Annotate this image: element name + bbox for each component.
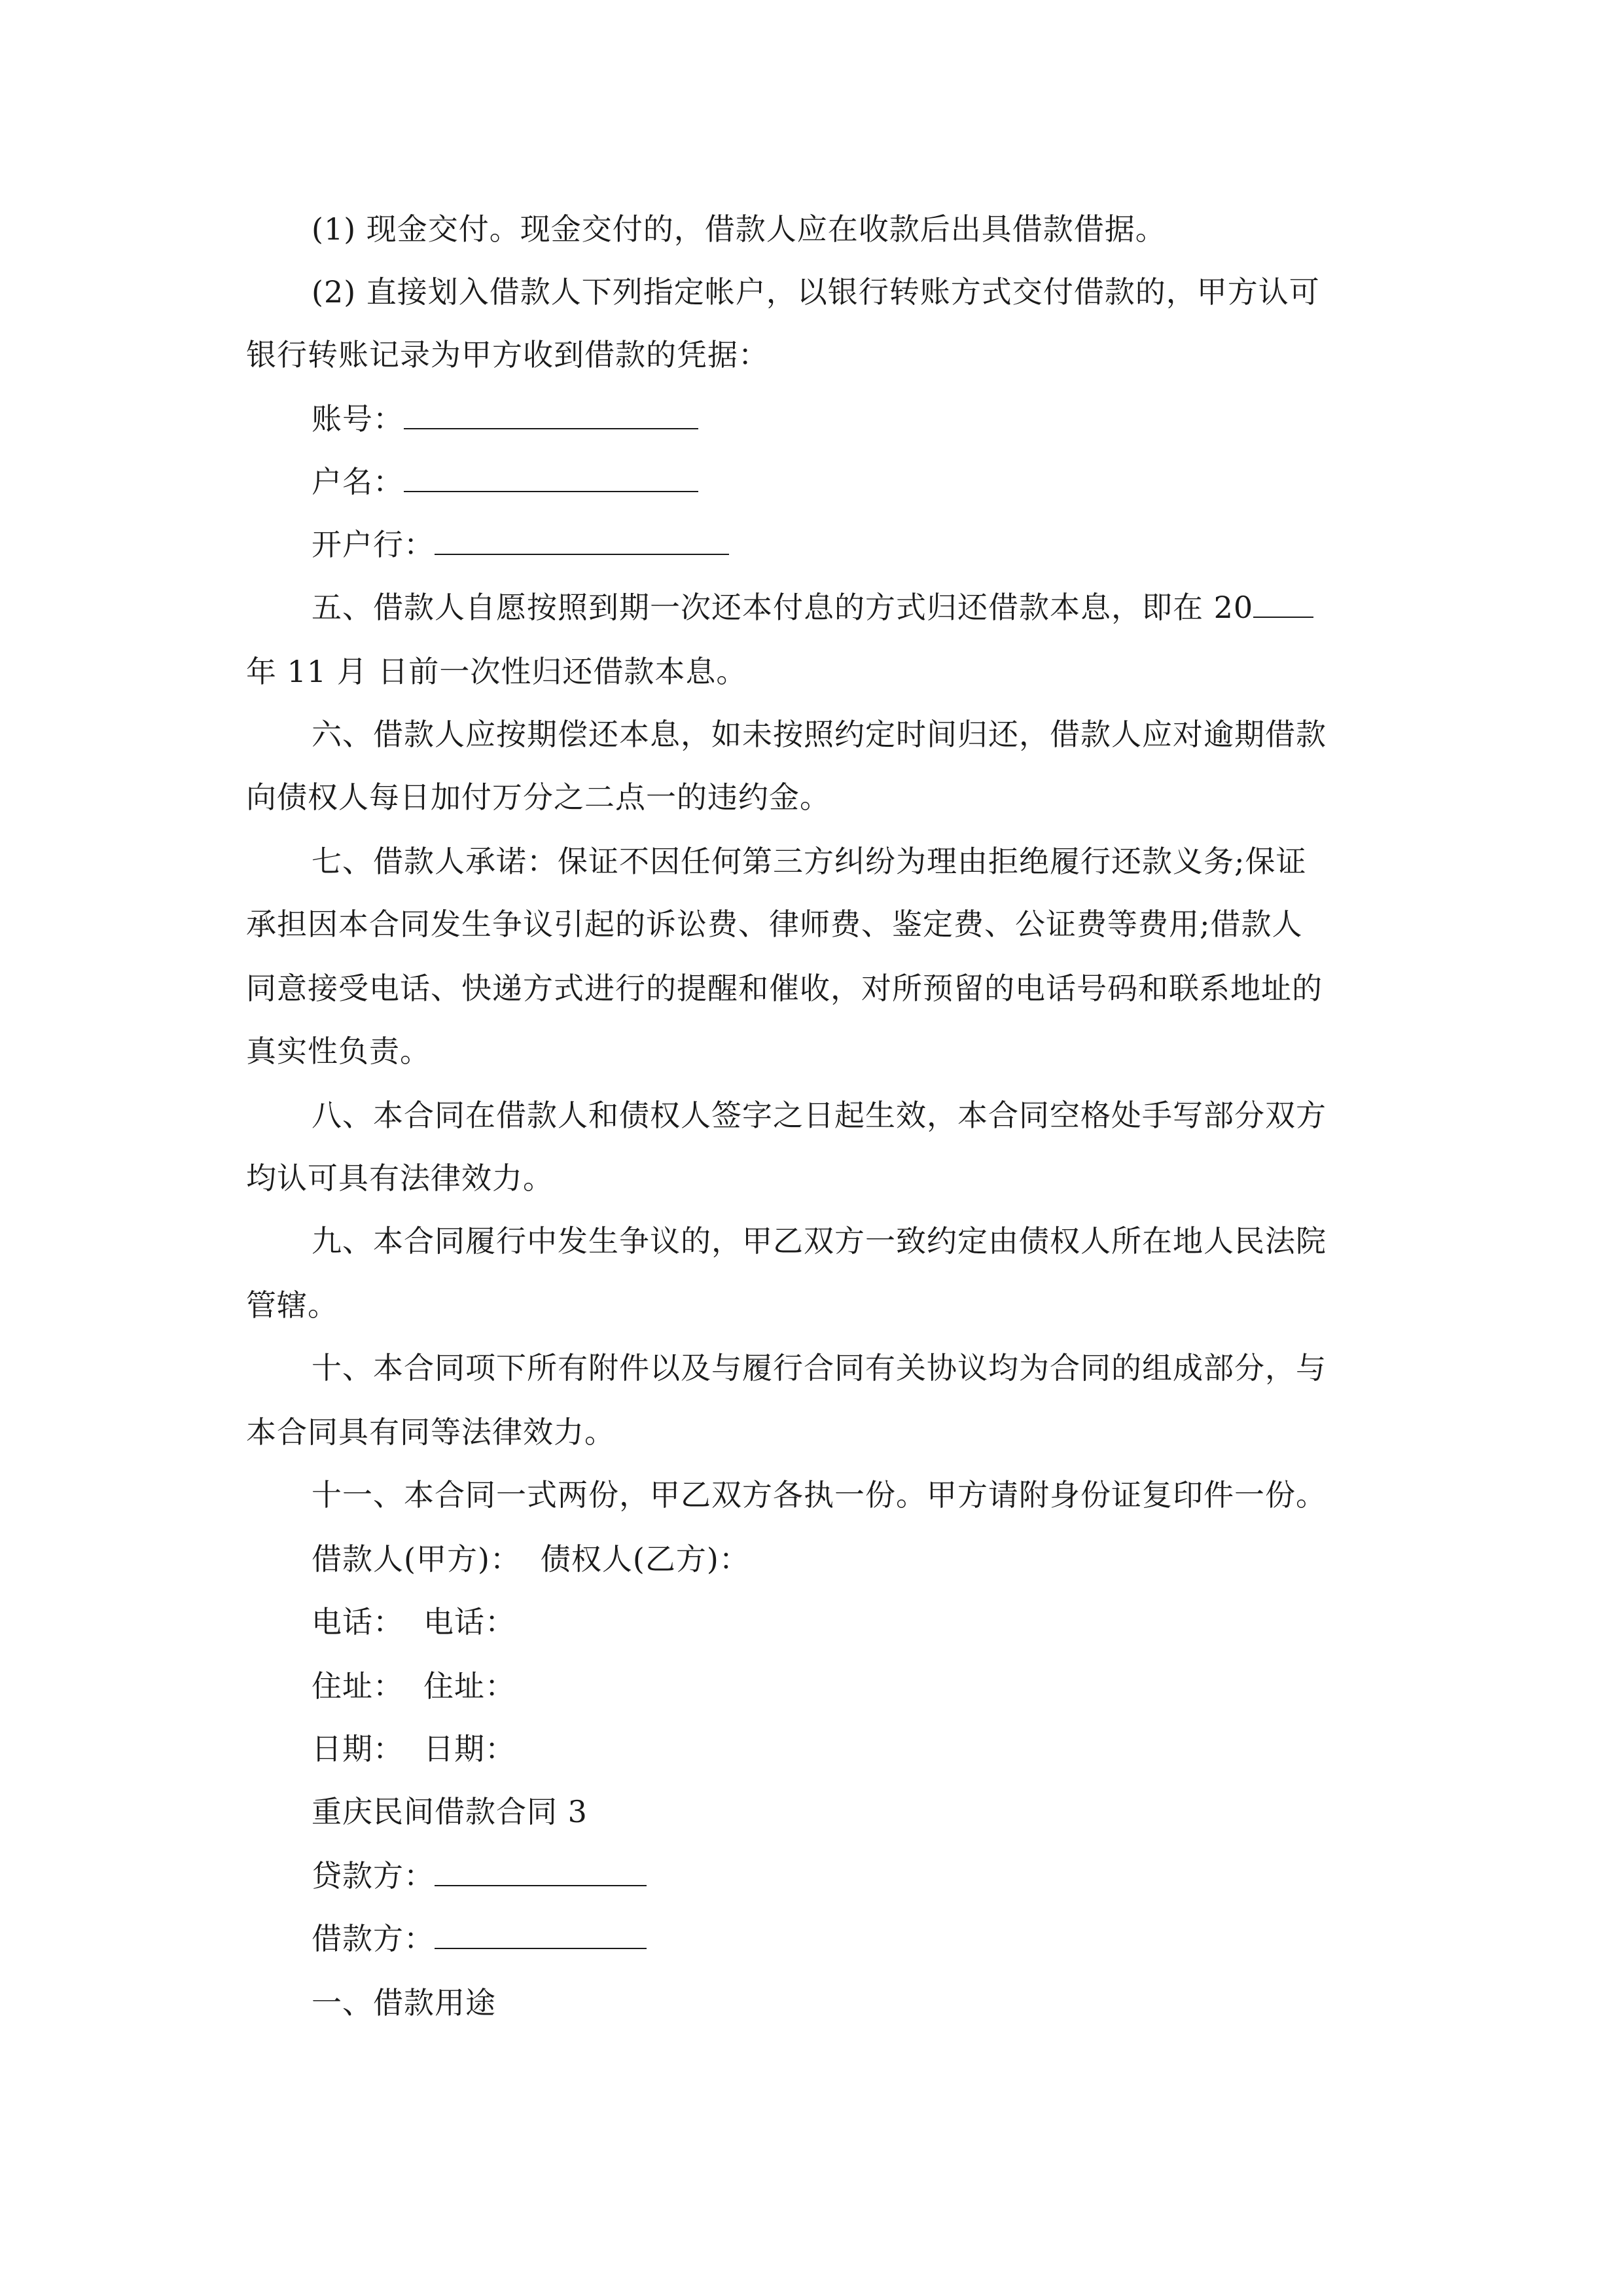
clause-7-cont-1: 承担因本合同发生争议引起的诉讼费、律师费、鉴定费、公证费等费用;借款人 [246, 906, 1303, 942]
clause-5: 五、借款人自愿按照到期一次还本付息的方式归还借款本息，即在 20 [312, 590, 1254, 625]
paragraph-cash-delivery: (1) 现金交付。现金交付的，借款人应在收款后出具借款借据。 [312, 211, 1166, 247]
lender-blank [435, 1859, 647, 1886]
clause-9: 九、本合同履行中发生争议的，甲乙双方一致约定由债权人所在地人民法院 [312, 1223, 1327, 1259]
clause-7: 七、借款人承诺：保证不因任何第三方纠纷为理由拒绝履行还款义务;保证 [312, 844, 1307, 879]
paragraph-bank-transfer: (2) 直接划入借款人下列指定帐户，以银行转账方式交付借款的，甲方认可 [312, 274, 1320, 310]
clause-9-cont: 管辖。 [246, 1287, 338, 1323]
clause-10: 十、本合同项下所有附件以及与履行合同有关协议均为合同的组成部分，与 [312, 1350, 1327, 1386]
account-number-blank [404, 402, 698, 429]
phone-label-right: 电话： [423, 1604, 516, 1640]
creditor-label: 债权人(乙方)： [540, 1541, 750, 1577]
account-name-label: 户名： [312, 464, 404, 499]
borrower-party-label: 借款方： [312, 1921, 435, 1956]
address-label-right: 住址： [423, 1668, 516, 1704]
next-contract-title: 重庆民间借款合同 3 [312, 1794, 588, 1829]
account-name-blank [404, 465, 698, 492]
bank-branch-label: 开户行： [312, 527, 435, 562]
lender-label: 贷款方： [312, 1858, 435, 1893]
clause-10-cont: 本合同具有同等法律效力。 [246, 1414, 615, 1450]
clause-8-cont: 均认可具有法律效力。 [246, 1160, 554, 1196]
signature-parties-row [312, 1541, 750, 1577]
clause-6-cont: 向债权人每日加付万分之二点一的违约金。 [246, 780, 830, 815]
bank-branch-blank [435, 528, 729, 555]
borrower-blank [435, 1922, 647, 1949]
clause-5-row [312, 589, 1313, 626]
date-label-right: 日期： [423, 1731, 516, 1767]
borrower-row [312, 1920, 647, 1957]
signature-date-row [312, 1731, 516, 1767]
clause-8: 八、本合同在借款人和债权人签字之日起生效，本合同空格处手写部分双方 [312, 1098, 1327, 1133]
phone-label-left: 电话： [312, 1604, 404, 1640]
borrower-label: 借款人(甲方)： [312, 1541, 521, 1577]
clause-11: 十一、本合同一式两份，甲乙双方各执一份。甲方请附身份证复印件一份。 [312, 1477, 1327, 1513]
date-label-left: 日期： [312, 1731, 404, 1767]
bank-branch-row [312, 526, 729, 563]
address-label-left: 住址： [312, 1668, 404, 1704]
paragraph-bank-transfer-cont: 银行转账记录为甲方收到借款的凭据： [246, 337, 769, 372]
account-number-label: 账号： [312, 401, 404, 437]
clause-7-cont-3: 真实性负责。 [246, 1033, 431, 1069]
clause-6: 六、借款人应按期偿还本息，如未按照约定时间归还，借款人应对逾期借款 [312, 717, 1327, 752]
section-1-heading: 一、借款用途 [312, 1985, 496, 2020]
signature-phone-row [312, 1604, 516, 1640]
clause-5-year-blank [1253, 590, 1313, 618]
lender-row [312, 1857, 647, 1894]
account-number-row [312, 401, 698, 437]
signature-address-row [312, 1668, 516, 1704]
clause-5-cont: 年 11 月 日前一次性归还借款本息。 [246, 654, 747, 689]
account-name-row [312, 463, 698, 500]
clause-7-cont-2: 同意接受电话、快递方式进行的提醒和催收，对所预留的电话号码和联系地址的 [246, 971, 1323, 1006]
